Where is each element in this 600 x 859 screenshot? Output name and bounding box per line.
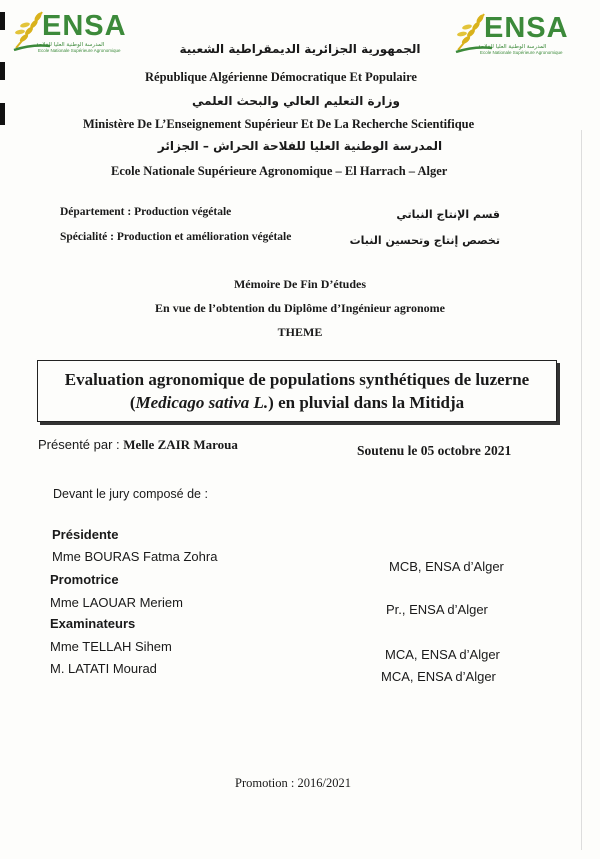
department-label: Département : Production végétale [60, 206, 232, 218]
title-paren-open: ( [129, 393, 136, 412]
president-title: MCB, ENSA d’Alger [389, 559, 504, 574]
ensa-logo-right [454, 10, 572, 56]
president-heading: Présidente [52, 527, 119, 542]
examiner1-title: MCA, ENSA d’Alger [385, 647, 500, 662]
page-edge [581, 130, 582, 850]
jury-intro: Devant le jury composé de : [53, 487, 208, 501]
examiner2-title: MCA, ENSA d’Alger [381, 669, 496, 684]
ensa-logo-left [12, 8, 130, 54]
scan-edge-mark [0, 62, 5, 80]
promotion-year: Promotion : 2016/2021 [235, 776, 351, 790]
thesis-title-box [37, 360, 557, 422]
memoire-diploma: En vue de l’obtention du Diplôme d’Ingénieur agronome [155, 301, 445, 315]
logo-wordmark: ENSA [484, 12, 569, 44]
scan-edge-mark [0, 12, 5, 30]
logo-subtitle-fr: Ecole Nationale Supérieure Agronomique [38, 48, 121, 53]
theme-heading: THEME [277, 325, 323, 339]
thesis-title-line1: Evaluation agronomique de populations synthétiques de luzerne [64, 370, 530, 389]
thesis-title-line2 [38, 393, 556, 413]
presented-by [38, 437, 238, 453]
ministry-french: Ministère De L’Enseignement Supérieur Et De La Recherche Scientifique [83, 117, 475, 131]
title-line2-rest: ) en pluvial dans la Mitidja [268, 393, 465, 412]
logo-subtitle-ar: المدرسة الوطنية العليا للفلاحة [478, 44, 547, 50]
republic-arabic: الجمهورية الجزائرية الديمقراطية الشعبية [179, 42, 421, 56]
presented-label: Présenté par : [38, 437, 124, 452]
republic-french: République Algérienne Démocratique Et Populaire [145, 70, 417, 84]
department-arabic: قسم الإنتاج النباتي [396, 208, 500, 221]
promoter-name: Mme LAOUAR Meriem [50, 595, 183, 610]
student-name: Melle ZAIR Maroua [123, 437, 238, 452]
president-name: Mme BOURAS Fatma Zohra [52, 549, 218, 564]
promoter-title: Pr., ENSA d’Alger [386, 602, 488, 617]
logo-subtitle-ar: المدرسة الوطنية العليا للفلاحة [36, 42, 105, 48]
scan-edge-mark [0, 103, 5, 125]
ministry-arabic: وزارة التعليم العالي والبحث العلمي [191, 94, 400, 108]
speciality-label: Spécialité : Production et amélioration végétale [60, 231, 292, 243]
school-arabic: المدرسة الوطنية العليا للفلاحة الحراش – الجزائر [157, 139, 443, 153]
examiner2-name: M. LATATI Mourad [50, 661, 157, 676]
school-french: Ecole Nationale Supérieure Agronomique – El Harrach – Alger [111, 164, 448, 178]
logo-wordmark: ENSA [42, 10, 127, 42]
examiners-heading: Examinateurs [50, 616, 136, 631]
memoire-heading: Mémoire De Fin D’études [233, 277, 367, 291]
speciality-arabic: تخصص إنتاج وتحسين النبات [349, 234, 500, 247]
examiner1-name: Mme TELLAH Sihem [50, 639, 172, 654]
species-name: Medicago sativa L. [135, 393, 269, 412]
defense-date: Soutenu le 05 octobre 2021 [357, 443, 512, 458]
logo-subtitle-fr: Ecole Nationale Supérieure Agronomique [480, 50, 563, 55]
promoter-heading: Promotrice [50, 572, 119, 587]
